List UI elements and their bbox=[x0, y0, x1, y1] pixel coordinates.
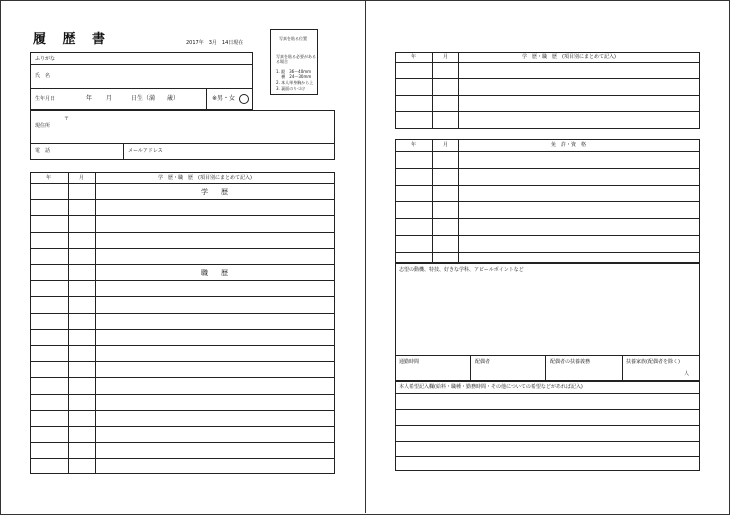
spouse-support-label: 配偶者の扶養義務 bbox=[550, 359, 591, 365]
birth-year: 年 bbox=[86, 95, 93, 102]
photo-note-3: 1. 縦 36〜40mm bbox=[276, 69, 312, 74]
table-row-line bbox=[395, 235, 700, 236]
dependents-unit: 人 bbox=[684, 371, 690, 377]
table-row-line bbox=[30, 215, 335, 216]
gender-select: ※男・女 bbox=[212, 95, 236, 102]
table-row-line bbox=[30, 280, 335, 281]
gender-circle-mark bbox=[239, 94, 249, 104]
table-row-line bbox=[395, 151, 700, 152]
request-block bbox=[395, 381, 700, 471]
name-label: 氏 名 bbox=[35, 73, 51, 79]
table-row-line bbox=[395, 201, 700, 202]
table-row-line bbox=[30, 426, 335, 427]
photo-note-6: 3. 裏面のりづけ bbox=[276, 86, 306, 91]
birth-day-age: 日生（満 歳） bbox=[131, 95, 180, 102]
table-row-line bbox=[30, 183, 335, 184]
table-row-line bbox=[395, 218, 700, 219]
birth-label: 生年月日 bbox=[35, 96, 56, 102]
table-row-line bbox=[30, 248, 335, 249]
table-row-line bbox=[30, 361, 335, 362]
education-heading: 学 歴 bbox=[201, 188, 231, 196]
right-col-month: 月 bbox=[443, 54, 449, 60]
address-label: 現住所 bbox=[35, 123, 51, 129]
table-row-line bbox=[395, 393, 700, 394]
history-table-left bbox=[30, 172, 335, 474]
table-row-line bbox=[30, 296, 335, 297]
email-label: メールアドレス bbox=[128, 148, 163, 154]
table-row-line bbox=[30, 264, 335, 265]
phone-label: 電 話 bbox=[35, 148, 51, 154]
photo-note-1: 写真を貼る必要がある bbox=[276, 54, 316, 59]
birth-month: 月 bbox=[106, 95, 113, 102]
table-row-line bbox=[30, 345, 335, 346]
table-row-line bbox=[395, 111, 700, 112]
motivation-label: 志望の動機、特技、好きな学科、アピールポイントなど bbox=[399, 267, 524, 273]
table-row-line bbox=[395, 78, 700, 79]
table-row-line bbox=[395, 95, 700, 96]
photo-heading: 写真を貼る位置 bbox=[279, 36, 307, 41]
postal-mark: 〒 bbox=[64, 116, 70, 122]
address-block bbox=[30, 110, 335, 160]
table-row-line bbox=[395, 441, 700, 442]
table-row-line bbox=[395, 425, 700, 426]
table-row-line bbox=[395, 252, 700, 253]
right-col-detail: 学 歴・職 歴 (項目別にまとめて記入) bbox=[522, 54, 616, 60]
right-col-year: 年 bbox=[411, 54, 417, 60]
license-col-detail: 免 許・資 格 bbox=[551, 142, 587, 148]
page-fold-line bbox=[365, 0, 366, 513]
table-row-line bbox=[395, 456, 700, 457]
photo-note-4: 横 24〜30mm bbox=[276, 74, 312, 79]
request-label: 本人希望記入欄(給料・職種・勤務時間・その他についての希望などがあれば記入) bbox=[399, 384, 583, 390]
spouse-label: 配偶者 bbox=[475, 359, 491, 365]
table-row-line bbox=[30, 232, 335, 233]
table-row-line bbox=[395, 62, 700, 63]
date-label: 2017年 3月 14日現在 bbox=[186, 40, 244, 46]
history-table-right bbox=[395, 52, 700, 129]
table-row-line bbox=[30, 394, 335, 395]
table-row-line bbox=[395, 409, 700, 410]
table-row-line bbox=[30, 458, 335, 459]
license-col-month: 月 bbox=[443, 142, 449, 148]
left-col-detail: 学 歴・職 歴 (項目別にまとめて記入) bbox=[158, 175, 252, 181]
dependents-label: 扶養家族(配偶者を除く) bbox=[626, 359, 680, 365]
table-row-line bbox=[395, 185, 700, 186]
table-row-line bbox=[30, 442, 335, 443]
table-row-line bbox=[30, 313, 335, 314]
table-row-line bbox=[395, 168, 700, 169]
resume-title: 履 歴 書 bbox=[33, 32, 112, 47]
left-col-month: 月 bbox=[79, 175, 85, 181]
photo-note-2: る場合 bbox=[276, 59, 288, 64]
table-row-line bbox=[30, 329, 335, 330]
license-col-year: 年 bbox=[411, 142, 417, 148]
left-col-year: 年 bbox=[46, 175, 52, 181]
table-row-line bbox=[30, 377, 335, 378]
commute-label: 通勤時間 bbox=[399, 359, 420, 365]
furigana-label: ふりがな bbox=[35, 56, 56, 62]
photo-note-5: 2. 本人単身胸から上 bbox=[276, 80, 314, 85]
table-row-line bbox=[30, 410, 335, 411]
table-row-line bbox=[30, 199, 335, 200]
work-heading: 職 歴 bbox=[201, 269, 231, 277]
